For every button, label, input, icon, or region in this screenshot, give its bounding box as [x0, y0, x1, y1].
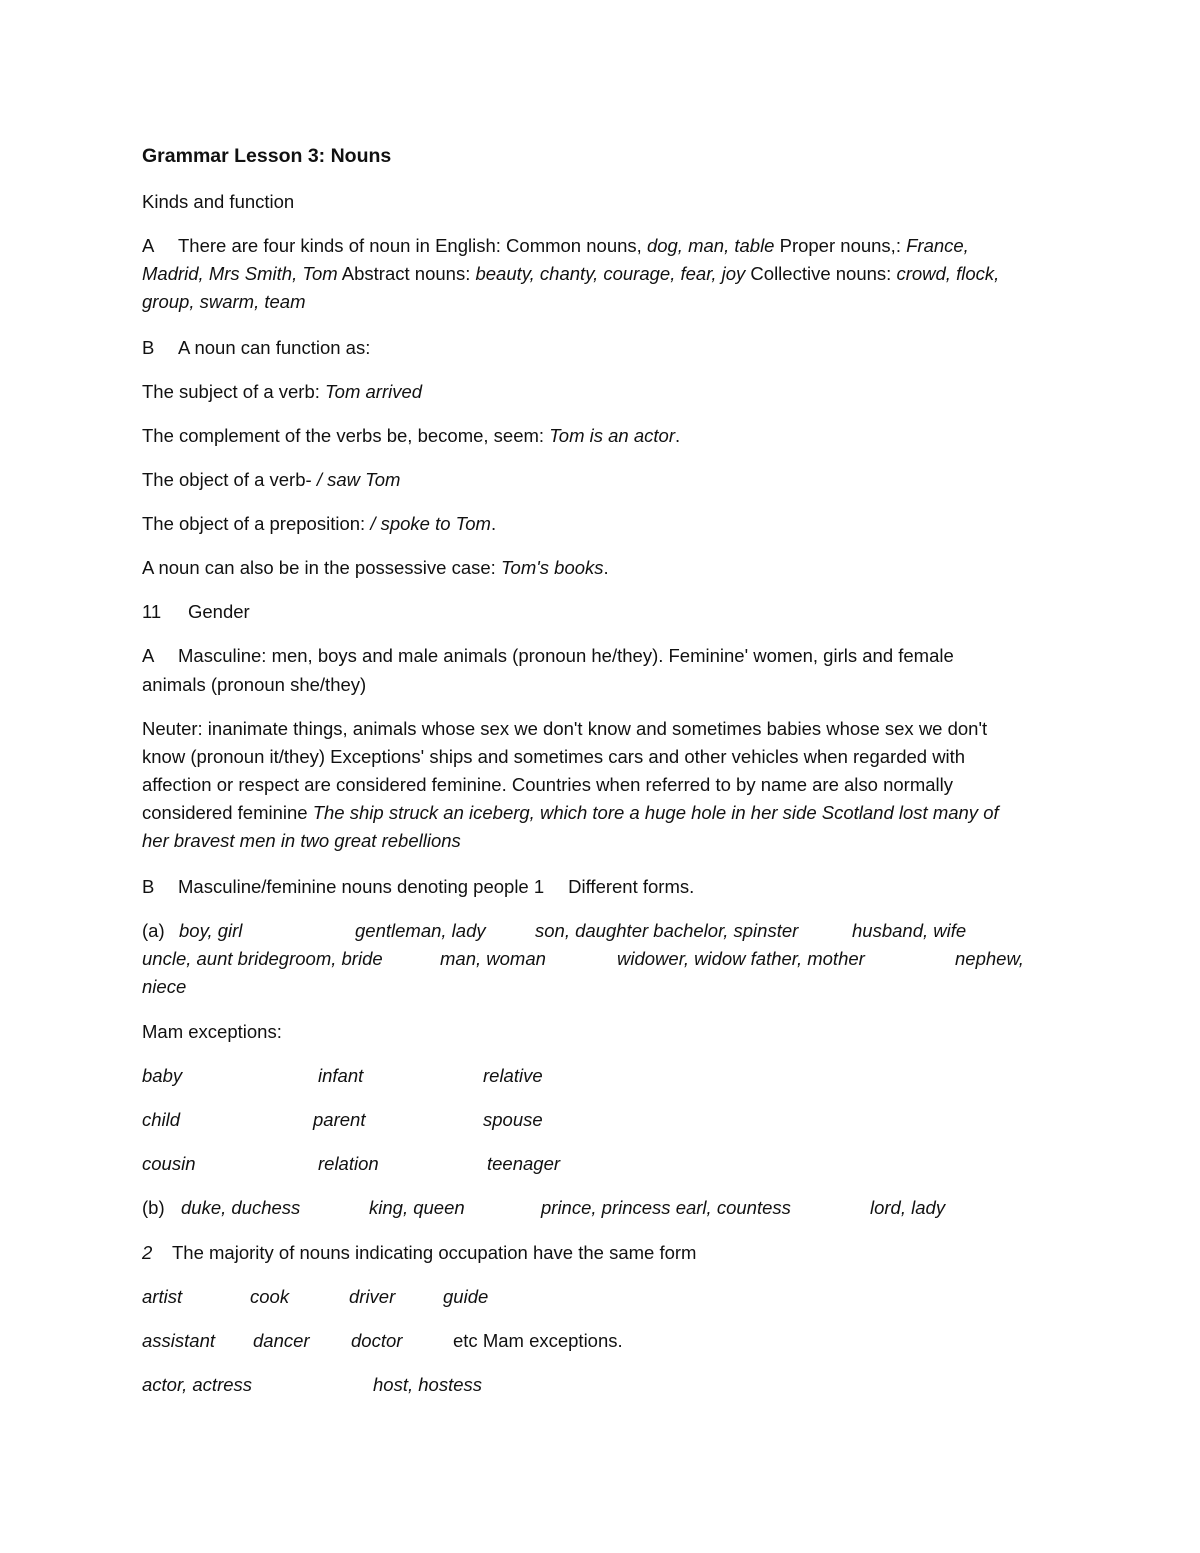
gender-heading: [142, 601, 250, 623]
occupation-label: 2: [142, 1242, 153, 1263]
occupation-word: dancer: [253, 1330, 310, 1351]
exception-word: cousin: [142, 1153, 196, 1174]
function-object-verb: [142, 469, 400, 491]
gender-a-text-1: Masculine: men, boys and male animals (pronoun he/they). Feminine' women, girls and female: [178, 645, 954, 666]
part-b2-subtext: Different forms.: [568, 876, 695, 897]
neuter-line-2: know (pronoun it/they) Exceptions' ships and sometimes cars and other vehicles when regarded with: [142, 746, 966, 767]
part-b2-heading: [142, 876, 694, 898]
function-tail: .: [490, 513, 497, 534]
exceptions-heading: Mam exceptions:: [142, 1021, 282, 1042]
part-b2-text: Masculine/feminine nouns denoting people 1: [178, 876, 545, 897]
function-example: Tom is an actor: [549, 425, 675, 446]
neuter-line-4: [142, 802, 999, 824]
function-complement: [142, 425, 680, 447]
gender-a-line-2: animals (pronoun she/they): [142, 674, 367, 695]
gender-a-label: A: [142, 645, 155, 666]
occupation-tail: etc Mam exceptions.: [453, 1330, 623, 1351]
occupation-word: artist: [142, 1286, 183, 1307]
pair-item: gentleman, lady: [355, 920, 486, 941]
part-a-example-proper-1: France,: [906, 235, 969, 256]
function-example: Tom arrived: [325, 381, 423, 402]
pair-item: nephew,: [955, 948, 1024, 969]
exception-word: baby: [142, 1065, 183, 1086]
function-possessive: [142, 557, 609, 579]
gender-a-line-1: [142, 645, 954, 667]
part-a-text-1: There are four kinds of noun in English: Common nouns,: [178, 235, 647, 256]
pair-item: prince, princess earl, countess: [541, 1197, 791, 1218]
pair-item: husband, wife: [852, 920, 967, 941]
part-a-line-3: [142, 291, 305, 313]
pair-item: niece: [142, 976, 187, 997]
part-a-text-4: Collective nouns:: [745, 263, 897, 284]
part-a-line-2: [142, 263, 999, 285]
pair-item: duke, duchess: [181, 1197, 301, 1218]
part-a-example-common: dog, man, table: [646, 235, 775, 256]
part-a-text-2: Proper nouns,:: [774, 235, 907, 256]
document-title: Grammar Lesson 3: Nouns: [142, 145, 392, 167]
pair-item: son, daughter bachelor, spinster: [535, 920, 799, 941]
section-heading-kinds: Kinds and function: [142, 191, 295, 212]
neuter-line-4-example: The ship struck an iceberg, which tore a huge hole in her side Scotland lost many of: [312, 802, 999, 823]
neuter-line-5: her bravest men in two great rebellions: [142, 830, 461, 851]
pair-item: lord, lady: [870, 1197, 946, 1218]
occupation-word: host, hostess: [373, 1374, 483, 1395]
neuter-line-3: affection or respect are considered feminine. Countries when referred to by name are also normally: [142, 774, 953, 795]
function-tail: .: [603, 557, 609, 578]
part-a-text-3: Abstract nouns:: [337, 263, 476, 284]
pairs-a-label: (a): [142, 920, 165, 941]
function-example: Tom's books: [500, 557, 604, 578]
part-a-line-1: [142, 235, 969, 257]
function-text: The object of a preposition:: [142, 513, 371, 534]
part-a-example-abstract: beauty, chanty, courage, fear, joy: [475, 263, 746, 284]
function-text: A noun can also be in the possessive case:: [142, 557, 501, 578]
exception-word: relation: [318, 1153, 379, 1174]
part-a-example-proper-2: Madrid, Mrs Smith, Tom: [142, 263, 338, 284]
occupation-word: guide: [443, 1286, 489, 1307]
neuter-line-4-text: considered feminine: [142, 802, 313, 823]
function-tail: .: [675, 425, 681, 446]
part-b-label: B: [142, 337, 155, 358]
neuter-line-1: Neuter: inanimate things, animals whose sex we don't know and sometimes babies whose sex we don't: [142, 718, 988, 739]
function-text: The subject of a verb:: [142, 381, 326, 402]
pair-item: widower, widow father, mother: [617, 948, 865, 969]
occupation-word: cook: [250, 1286, 290, 1307]
exception-word: spouse: [483, 1109, 543, 1130]
function-text: The complement of the verbs be, become, seem:: [142, 425, 550, 446]
exception-word: infant: [318, 1065, 364, 1086]
part-a-example-collective-1: crowd, flock,: [896, 263, 1000, 284]
function-subject: [142, 381, 422, 403]
occupation-text: The majority of nouns indicating occupation have the same form: [172, 1242, 697, 1263]
occupation-word: doctor: [351, 1330, 403, 1351]
part-a-example-collective-2: group, swarm, team: [142, 291, 306, 312]
exception-word: child: [142, 1109, 181, 1130]
pairs-b-label: (b): [142, 1197, 165, 1218]
exception-word: relative: [483, 1065, 543, 1086]
exception-word: parent: [313, 1109, 366, 1130]
gender-number: 11: [142, 601, 162, 622]
function-text: The object of a verb-: [142, 469, 317, 490]
part-b-text: A noun can function as:: [178, 337, 371, 358]
function-example: / saw Tom: [316, 469, 401, 490]
occupation-word: actor, actress: [142, 1374, 253, 1395]
occupation-word: assistant: [142, 1330, 216, 1351]
occupation-word: driver: [349, 1286, 396, 1307]
part-a-label: A: [142, 235, 155, 256]
exception-word: teenager: [487, 1153, 561, 1174]
pair-item: king, queen: [369, 1197, 465, 1218]
function-example: / spoke to Tom: [370, 513, 491, 534]
part-b2-label: B: [142, 876, 155, 897]
pair-item: boy, girl: [179, 920, 243, 941]
pair-item: uncle, aunt bridegroom, bride: [142, 948, 383, 969]
function-object-preposition: [142, 513, 496, 535]
occupation-heading: [142, 1242, 696, 1264]
gender-heading-text: Gender: [188, 601, 250, 622]
part-b-heading: [142, 337, 370, 359]
pair-item: man, woman: [440, 948, 546, 969]
